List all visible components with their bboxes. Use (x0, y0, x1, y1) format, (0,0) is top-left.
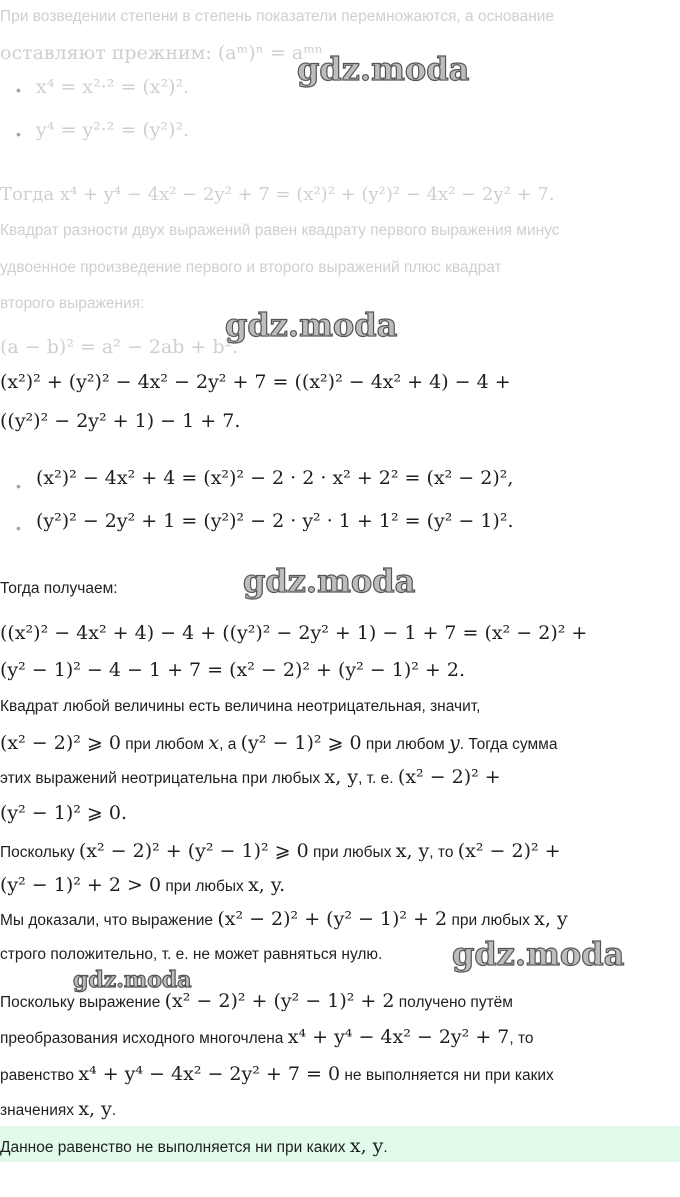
text-line: Поскольку (x² − 2)² + (y² − 1)² ⩾ 0 при любых x, y, то (x² − 2)² + (0, 840, 561, 862)
paragraph-power-rule-formula (0, 42, 323, 64)
equation-line: (y² − 1)² ⩾ 0. (0, 802, 128, 824)
square-diff-formula: (a − b)² = a² − 2ab + b². (0, 336, 239, 358)
watermark-logo: gdz.moda (452, 935, 625, 973)
text-line: преобразования исходного многочлена x⁴ + y⁴ − 4x² − 2y² + 7, то (0, 1026, 534, 1048)
text-line: равенство x⁴ + y⁴ − 4x² − 2y² + 7 = 0 не выполняется ни при каких (0, 1063, 554, 1085)
paragraph-square-diff: удвоенное произведение первого и второго выражений плюс квадрат (0, 259, 502, 276)
text-line: Квадрат любой величины есть величина неотрицательная, значит, (0, 698, 481, 715)
bullet-formula-y-square: (y²)² − 2y² + 1 = (y²)² − 2 · y² · 1 + 1² = (y² − 1)². (36, 510, 514, 532)
bullet-icon: • (16, 478, 21, 494)
text-line: (x² − 2)² ⩾ 0 при любом x, а (y² − 1)² ⩾ 0 при любом y. Тогда сумма (0, 732, 558, 754)
bullet-formula-x: x⁴ = x²·² = (x²)². (36, 76, 190, 98)
paragraph-square-diff: Квадрат разности двух выражений равен квадрату первого выражения минус (0, 222, 560, 239)
text-line: Поскольку выражение (x² − 2)² + (y² − 1)² + 2 получено путём (0, 990, 513, 1012)
bullet-formula-x-square: (x²)² − 4x² + 4 = (x²)² − 2 · 2 · x² + 2² = (x² − 2)², (36, 467, 514, 489)
paragraph-power-rule: При возведении степени в степень показатели перемножаются, а основание (0, 8, 555, 25)
text-line: (y² − 1)² + 2 > 0 при любых x, y. (0, 874, 286, 896)
watermark-logo: gdz.moda (225, 306, 398, 344)
equation-line: (x²)² + (y²)² − 4x² − 2y² + 7 = ((x²)² − 4x² + 4) − 4 + (0, 371, 511, 393)
bullet-icon: • (16, 82, 21, 98)
text-line: этих выражений неотрицательна при любых x, y, т. е. (x² − 2)² + (0, 766, 501, 788)
watermark-logo: gdz.moda (243, 562, 416, 600)
bullet-icon: • (16, 520, 21, 536)
paragraph-square-diff: второго выражения: (0, 295, 145, 312)
equation-line: ((y²)² − 2y² + 1) − 1 + 7. (0, 410, 241, 432)
text-line: строго положительно, т. е. не может равняться нулю. (0, 946, 383, 963)
equation-line: (y² − 1)² − 4 − 1 + 7 = (x² − 2)² + (y² − 1)² + 2. (0, 659, 466, 681)
bullet-formula-y: y⁴ = y²·² = (y²)². (36, 119, 190, 141)
power-rule-formula: оставляют прежним: (aᵐ)ⁿ = aᵐⁿ (0, 42, 324, 64)
answer-box (0, 1126, 680, 1162)
watermark-logo: gdz.moda (73, 967, 192, 993)
paragraph-then: Тогда x⁴ + y⁴ − 4x² − 2y² + 7 = (x²)² + (y²)² − 4x² − 2y² + 7. (0, 184, 555, 205)
text-line: значениях x, y. (0, 1098, 117, 1120)
text-line: Мы доказали, что выражение (x² − 2)² + (y² − 1)² + 2 при любых x, y (0, 908, 568, 930)
equation-line: ((x²)² − 4x² + 4) − 4 + ((y²)² − 2y² + 1) − 1 + 7 = (x² − 2)² + (0, 622, 588, 644)
answer-text: Данное равенство не выполняется ни при каких x, y. (0, 1135, 388, 1157)
bullet-icon: • (16, 126, 21, 142)
watermark-logo: gdz.moda (297, 50, 470, 88)
paragraph-then-get: Тогда получаем: (0, 580, 118, 597)
